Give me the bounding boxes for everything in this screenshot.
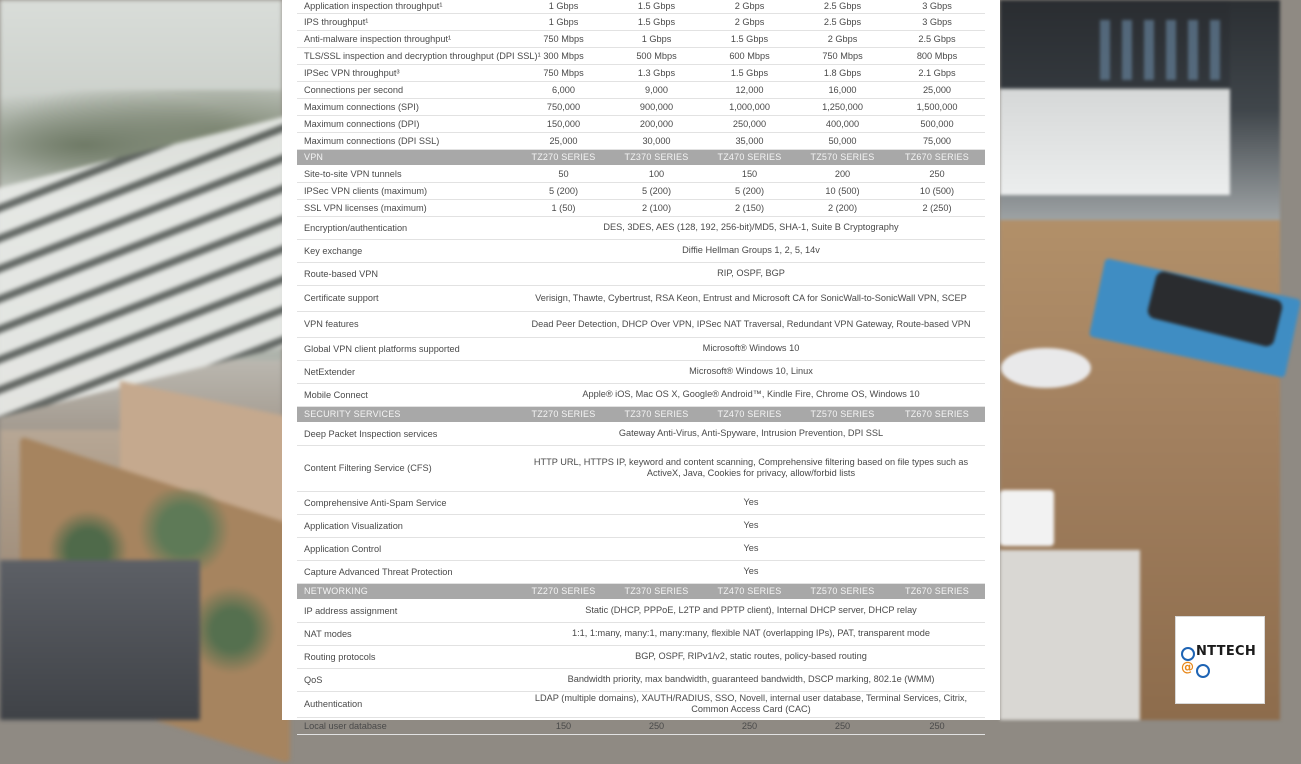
- table-row: [297, 165, 985, 182]
- table-row: [297, 115, 985, 132]
- row-value: 1 Gbps: [517, 0, 610, 13]
- row-value: 750 Mbps: [517, 64, 610, 81]
- row-value: 250,000: [703, 115, 796, 132]
- section-header-title: NETWORKING: [297, 583, 517, 599]
- row-value: 150: [517, 717, 610, 734]
- row-value: Yes: [517, 514, 985, 537]
- row-value: 50,000: [796, 132, 889, 149]
- row-value: 5 (200): [703, 182, 796, 199]
- row-value: 1,000,000: [703, 98, 796, 115]
- row-label: IPSec VPN clients (maximum): [297, 182, 517, 199]
- row-value: 600 Mbps: [703, 47, 796, 64]
- logo-ring-icon: [1181, 647, 1195, 661]
- row-label: Site-to-site VPN tunnels: [297, 165, 517, 182]
- row-label: Capture Advanced Threat Protection: [297, 560, 517, 583]
- table-row: [297, 81, 985, 98]
- row-value: 2.1 Gbps: [889, 64, 985, 81]
- row-value: 1,500,000: [889, 98, 985, 115]
- row-value: BGP, OSPF, RIPv1/v2, static routes, policy-based routing: [517, 645, 985, 668]
- row-value: 300 Mbps: [517, 47, 610, 64]
- table-row: [297, 491, 985, 514]
- row-value: 400,000: [796, 115, 889, 132]
- spec-table: [297, 0, 985, 735]
- row-value: 500,000: [889, 115, 985, 132]
- section-header-title: VPN: [297, 149, 517, 165]
- row-value: 25,000: [889, 81, 985, 98]
- table-row: [297, 514, 985, 537]
- row-value: 150,000: [517, 115, 610, 132]
- row-value: LDAP (multiple domains), XAUTH/RADIUS, SSO, Novell, internal user database, Terminal Services, Citrix, Common Access Card (CAC): [517, 691, 985, 717]
- table-row: [297, 239, 985, 262]
- row-label: Maximum connections (DPI): [297, 115, 517, 132]
- table-row: [297, 285, 985, 311]
- column-header: TZ270 SERIES: [517, 149, 610, 165]
- row-label: Encryption/authentication: [297, 216, 517, 239]
- row-value: 100: [610, 165, 703, 182]
- row-label: Local user database: [297, 717, 517, 734]
- table-row: [297, 599, 985, 622]
- row-label: IPSec VPN throughput³: [297, 64, 517, 81]
- row-value: 750 Mbps: [517, 30, 610, 47]
- table-row: [297, 216, 985, 239]
- row-value: 6,000: [517, 81, 610, 98]
- row-value: 1.5 Gbps: [703, 64, 796, 81]
- row-value: 1.5 Gbps: [703, 30, 796, 47]
- row-value: 2.5 Gbps: [796, 13, 889, 30]
- channel-logo: [1175, 616, 1265, 704]
- table-row: [297, 0, 985, 13]
- column-header: TZ270 SERIES: [517, 583, 610, 599]
- table-row: [297, 560, 985, 583]
- table-row: [297, 668, 985, 691]
- column-header: TZ670 SERIES: [889, 583, 985, 599]
- table-row: [297, 182, 985, 199]
- row-label: Global VPN client platforms supported: [297, 337, 517, 360]
- row-value: 3 Gbps: [889, 0, 985, 13]
- table-row: [297, 337, 985, 360]
- row-value: 1.3 Gbps: [610, 64, 703, 81]
- row-value: 5 (200): [610, 182, 703, 199]
- column-header: TZ570 SERIES: [796, 149, 889, 165]
- column-header: TZ570 SERIES: [796, 406, 889, 422]
- row-label: Certificate support: [297, 285, 517, 311]
- row-value: Verisign, Thawte, Cybertrust, RSA Keon, Entrust and Microsoft CA for SonicWall-to-SonicWall VPN, SCEP: [517, 285, 985, 311]
- row-value: 750,000: [517, 98, 610, 115]
- row-value: 9,000: [610, 81, 703, 98]
- row-label: Route-based VPN: [297, 262, 517, 285]
- section-header-title: SECURITY SERVICES: [297, 406, 517, 422]
- row-value: 250: [610, 717, 703, 734]
- column-header: TZ670 SERIES: [889, 406, 985, 422]
- background-photo-right: [1000, 0, 1280, 720]
- row-value: 2 (200): [796, 199, 889, 216]
- row-label: Authentication: [297, 691, 517, 717]
- row-value: 2.5 Gbps: [889, 30, 985, 47]
- column-header: TZ270 SERIES: [517, 406, 610, 422]
- row-value: RIP, OSPF, BGP: [517, 262, 985, 285]
- logo-ring-icon-2: [1196, 664, 1210, 678]
- background-photo-left: [0, 0, 282, 720]
- section-header: [297, 406, 985, 422]
- row-label: Application Control: [297, 537, 517, 560]
- column-header: TZ470 SERIES: [703, 583, 796, 599]
- row-label: Comprehensive Anti-Spam Service: [297, 491, 517, 514]
- logo-text: NTTECH: [1196, 644, 1257, 659]
- row-value: 500 Mbps: [610, 47, 703, 64]
- table-row: [297, 360, 985, 383]
- column-header: TZ370 SERIES: [610, 583, 703, 599]
- column-header: TZ370 SERIES: [610, 406, 703, 422]
- row-value: 50: [517, 165, 610, 182]
- table-row: [297, 422, 985, 445]
- row-value: Yes: [517, 491, 985, 514]
- section-header: [297, 583, 985, 599]
- row-label: Content Filtering Service (CFS): [297, 445, 517, 491]
- row-value: Yes: [517, 560, 985, 583]
- row-value: 250: [796, 717, 889, 734]
- row-label: Maximum connections (DPI SSL): [297, 132, 517, 149]
- table-row: [297, 445, 985, 491]
- row-value: 1 (50): [517, 199, 610, 216]
- row-value: Dead Peer Detection, DHCP Over VPN, IPSec NAT Traversal, Redundant VPN Gateway, Route-based VPN: [517, 311, 985, 337]
- row-label: VPN features: [297, 311, 517, 337]
- table-row: [297, 199, 985, 216]
- row-label: IPS throughput¹: [297, 13, 517, 30]
- paper-sheet: [1000, 490, 1054, 546]
- row-label: SSL VPN licenses (maximum): [297, 199, 517, 216]
- row-label: Deep Packet Inspection services: [297, 422, 517, 445]
- row-value: 900,000: [610, 98, 703, 115]
- row-value: 10 (500): [889, 182, 985, 199]
- row-value: 2.5 Gbps: [796, 0, 889, 13]
- row-value: Yes: [517, 537, 985, 560]
- row-value: 2 (100): [610, 199, 703, 216]
- table-row: [297, 691, 985, 717]
- row-value: Diffie Hellman Groups 1, 2, 5, 14v: [517, 239, 985, 262]
- section-header: [297, 149, 985, 165]
- row-label: Key exchange: [297, 239, 517, 262]
- row-value: 1,250,000: [796, 98, 889, 115]
- table-row: [297, 30, 985, 47]
- row-label: Routing protocols: [297, 645, 517, 668]
- row-label: TLS/SSL inspection and decryption throughput (DPI SSL)¹: [297, 47, 517, 64]
- row-value: 12,000: [703, 81, 796, 98]
- row-value: 1.5 Gbps: [610, 0, 703, 13]
- table-row: [297, 311, 985, 337]
- row-value: 250: [889, 165, 985, 182]
- row-value: 150: [703, 165, 796, 182]
- row-value: 1.8 Gbps: [796, 64, 889, 81]
- logo-at-symbol: @: [1181, 660, 1194, 675]
- row-value: 800 Mbps: [889, 47, 985, 64]
- row-label: Anti-malware inspection throughput¹: [297, 30, 517, 47]
- table-row: [297, 622, 985, 645]
- column-header: TZ470 SERIES: [703, 149, 796, 165]
- row-value: 30,000: [610, 132, 703, 149]
- row-label: Mobile Connect: [297, 383, 517, 406]
- table-row: [297, 132, 985, 149]
- row-value: 750 Mbps: [796, 47, 889, 64]
- row-value: Microsoft® Windows 10, Linux: [517, 360, 985, 383]
- table-row: [297, 262, 985, 285]
- table-row: [297, 383, 985, 406]
- table-row: [297, 717, 985, 734]
- table-row: [297, 47, 985, 64]
- row-value: Bandwidth priority, max bandwidth, guaranteed bandwidth, DSCP marking, 802.1e (WMM): [517, 668, 985, 691]
- row-value: DES, 3DES, AES (128, 192, 256-bit)/MD5, SHA-1, Suite B Cryptography: [517, 216, 985, 239]
- row-value: 75,000: [889, 132, 985, 149]
- row-value: 10 (500): [796, 182, 889, 199]
- row-value: 200: [796, 165, 889, 182]
- row-value: 16,000: [796, 81, 889, 98]
- table-row: [297, 645, 985, 668]
- row-value: 250: [889, 717, 985, 734]
- row-value: 35,000: [703, 132, 796, 149]
- column-header: TZ670 SERIES: [889, 149, 985, 165]
- row-value: 200,000: [610, 115, 703, 132]
- row-label: NetExtender: [297, 360, 517, 383]
- row-value: 2 Gbps: [703, 0, 796, 13]
- row-value: Microsoft® Windows 10: [517, 337, 985, 360]
- row-label: Connections per second: [297, 81, 517, 98]
- row-value: 1.5 Gbps: [610, 13, 703, 30]
- row-value: 3 Gbps: [889, 13, 985, 30]
- row-value: 1 Gbps: [610, 30, 703, 47]
- column-header: TZ470 SERIES: [703, 406, 796, 422]
- row-value: 1:1, 1:many, many:1, many:many, flexible NAT (overlapping IPs), PAT, transparent mode: [517, 622, 985, 645]
- row-value: 1 Gbps: [517, 13, 610, 30]
- row-value: Static (DHCP, PPPoE, L2TP and PPTP client), Internal DHCP server, DHCP relay: [517, 599, 985, 622]
- row-value: Gateway Anti-Virus, Anti-Spyware, Intrusion Prevention, DPI SSL: [517, 422, 985, 445]
- table-row: [297, 13, 985, 30]
- row-label: QoS: [297, 668, 517, 691]
- row-label: Application inspection throughput¹: [297, 0, 517, 13]
- column-header: TZ370 SERIES: [610, 149, 703, 165]
- row-label: NAT modes: [297, 622, 517, 645]
- table-row: [297, 537, 985, 560]
- row-value: Apple® iOS, Mac OS X, Google® Android™, Kindle Fire, Chrome OS, Windows 10: [517, 383, 985, 406]
- row-label: Application Visualization: [297, 514, 517, 537]
- row-value: 250: [703, 717, 796, 734]
- row-value: 2 Gbps: [796, 30, 889, 47]
- row-value: 2 (250): [889, 199, 985, 216]
- computer-mouse: [1001, 348, 1091, 388]
- screen-icons: [1100, 20, 1220, 80]
- column-header: TZ570 SERIES: [796, 583, 889, 599]
- datasheet-page: [282, 0, 1000, 731]
- row-value: 2 Gbps: [703, 13, 796, 30]
- table-row: [297, 64, 985, 81]
- row-label: IP address assignment: [297, 599, 517, 622]
- row-value: 25,000: [517, 132, 610, 149]
- row-label: Maximum connections (SPI): [297, 98, 517, 115]
- row-value: 2 (150): [703, 199, 796, 216]
- table-row: [297, 98, 985, 115]
- dark-object: [0, 560, 200, 720]
- laptop: [1000, 550, 1140, 720]
- row-value: 5 (200): [517, 182, 610, 199]
- row-value: HTTP URL, HTTPS IP, keyword and content scanning, Comprehensive filtering based on file types such as ActiveX, Java, Cookies for privacy, allow/forbid lists: [517, 445, 985, 491]
